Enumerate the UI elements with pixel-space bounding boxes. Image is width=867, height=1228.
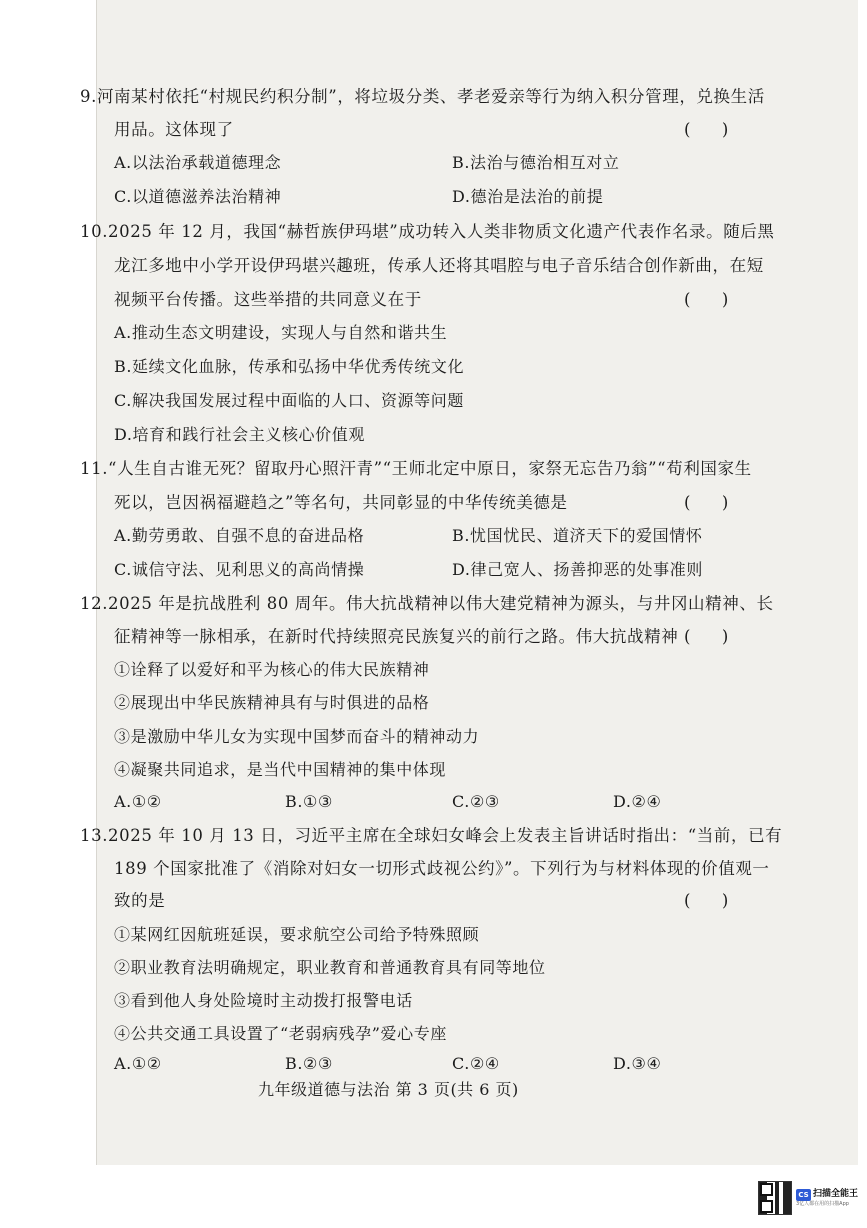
- option-a: A.①②: [114, 792, 162, 811]
- answer-blank: ( ): [684, 627, 729, 646]
- option-d: D.律己宽人、扬善抑恶的处事准则: [452, 560, 703, 579]
- statement-4: ④公共交通工具设置了“老弱病残孕”爱心专座: [114, 1024, 447, 1043]
- page-footer: 九年级道德与法治 第 3 页(共 6 页): [258, 1080, 519, 1099]
- paper-edge: [96, 0, 97, 1165]
- option-d: D.②④: [613, 792, 662, 811]
- option-b: B.法治与德治相互对立: [452, 153, 620, 172]
- option-b: B.②③: [285, 1054, 333, 1073]
- option-d: D.③④: [613, 1054, 662, 1073]
- question-11-stem-line-2: 死以，岂因祸福避趋之”等名句，共同彰显的中华传统美德是: [114, 493, 568, 512]
- question-9-stem-line-2: 用品。这体现了: [114, 120, 234, 139]
- statement-2: ②职业教育法明确规定，职业教育和普通教育具有同等地位: [114, 958, 546, 977]
- question-10-stem-line-1: 10.2025 年 12 月，我国“赫哲族伊玛堪”成功转入人类非物质文化遗产代表作名录。随后黑: [80, 222, 775, 241]
- question-12-stem-line-2: 征精神等一脉相承，在新时代持续照亮民族复兴的前行之路。伟大抗战精神: [114, 627, 679, 646]
- statement-3: ③是激励中华儿女为实现中国梦而奋斗的精神动力: [114, 727, 480, 746]
- answer-blank: ( ): [684, 493, 729, 512]
- option-a: A.①②: [114, 1054, 162, 1073]
- option-c: C.②③: [452, 792, 500, 811]
- answer-blank: ( ): [684, 290, 729, 309]
- statement-1: ①某网红因航班延误，要求航空公司给予特殊照顾: [114, 925, 480, 944]
- option-a: A.推动生态文明建设，实现人与自然和谐共生: [114, 323, 448, 342]
- option-c: C.诚信守法、见利思义的高尚情操: [114, 560, 365, 579]
- option-c: C.以道德滋养法治精神: [114, 187, 282, 206]
- answer-blank: ( ): [684, 891, 729, 910]
- option-b: B.延续文化血脉，传承和弘扬中华优秀传统文化: [114, 357, 465, 376]
- camscanner-logo-icon: CS: [796, 1189, 811, 1201]
- option-c: C.解决我国发展过程中面临的人口、资源等问题: [114, 391, 464, 410]
- question-9-stem-line-1: 9.河南某村依托“村规民约积分制”，将垃圾分类、孝老爱亲等行为纳入积分管理，兑换生活: [80, 87, 765, 106]
- question-10-stem-line-2: 龙江多地中小学开设伊玛堪兴趣班，传承人还将其唱腔与电子音乐结合创作新曲，在短: [114, 256, 764, 275]
- statement-4: ④凝聚共同追求，是当代中国精神的集中体现: [114, 760, 447, 779]
- statement-3: ③看到他人身处险境时主动拨打报警电话: [114, 991, 413, 1010]
- question-12-stem-line-1: 12.2025 年是抗战胜利 80 周年。伟大抗战精神以伟大建党精神为源头，与井冈山精神、长: [80, 594, 774, 613]
- statement-1: ①诠释了以爱好和平为核心的伟大民族精神: [114, 660, 430, 679]
- question-13-stem-line-3: 致的是: [114, 891, 166, 910]
- option-b: B.忧国忧民、道济天下的爱国情怀: [452, 526, 703, 545]
- qr-code-icon: [758, 1181, 792, 1215]
- option-a: A.以法治承载道德理念: [114, 153, 282, 172]
- answer-blank: ( ): [684, 120, 729, 139]
- option-d: D.培育和践行社会主义核心价值观: [114, 425, 365, 444]
- question-10-stem-line-3: 视频平台传播。这些举措的共同意义在于: [114, 290, 422, 309]
- question-13-stem-line-1: 13.2025 年 10 月 13 日，习近平主席在全球妇女峰会上发表主旨讲话时指出：“当前，已有: [80, 826, 783, 845]
- question-11-stem-line-1: 11.“人生自古谁无死？留取丹心照汗青”“王师北定中原日，家祭无忘告乃翁”“苟利国家生: [80, 459, 752, 478]
- option-c: C.②④: [452, 1054, 500, 1073]
- option-a: A.勤劳勇敢、自强不息的奋进品格: [114, 526, 365, 545]
- scanner-watermark: [758, 1179, 862, 1217]
- watermark-tagline: 3亿人都在用的扫描App: [796, 1200, 849, 1207]
- option-b: B.①③: [285, 792, 333, 811]
- question-13-stem-line-2: 189 个国家批准了《消除对妇女一切形式歧视公约》”。下列行为与材料体现的价值观一: [114, 859, 770, 878]
- option-d: D.德治是法治的前提: [452, 187, 604, 206]
- watermark-brand: 扫描全能王: [813, 1189, 859, 1199]
- statement-2: ②展现出中华民族精神具有与时俱进的品格: [114, 693, 430, 712]
